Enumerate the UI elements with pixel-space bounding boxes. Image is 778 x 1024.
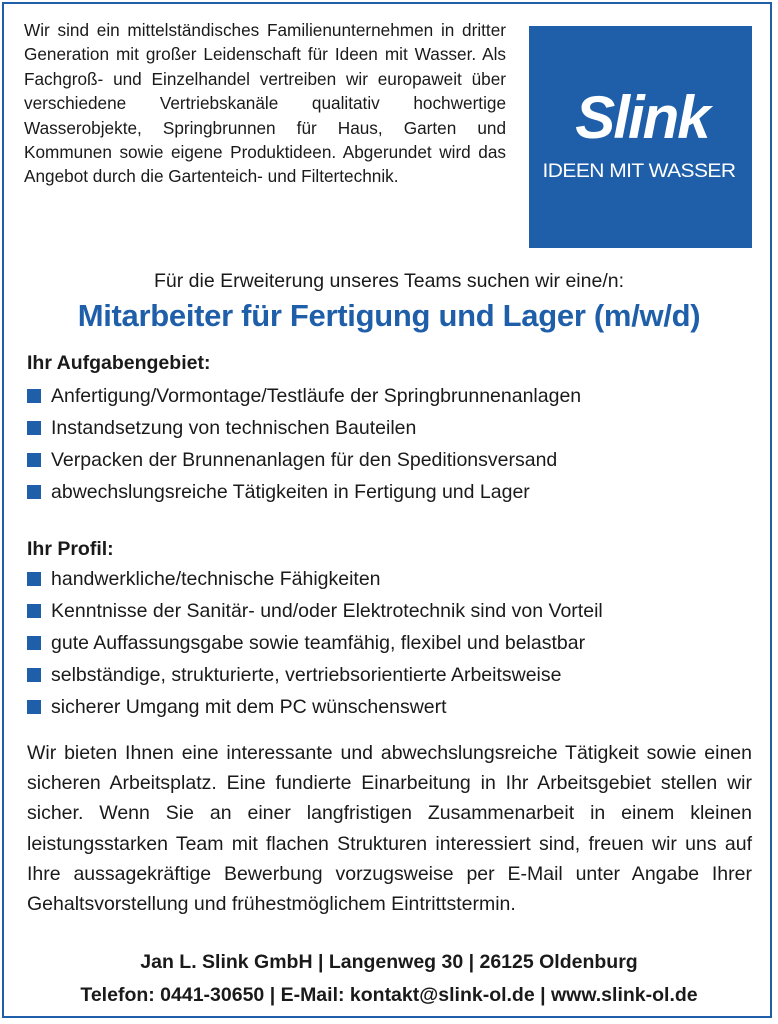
square-bullet-icon xyxy=(27,700,41,714)
square-bullet-icon xyxy=(27,572,41,586)
tasks-list xyxy=(27,380,581,508)
job-title: Mitarbeiter für Fertigung und Lager (m/w/d) xyxy=(77,298,701,333)
square-bullet-icon xyxy=(27,604,41,618)
logo-brand: Slink xyxy=(575,84,709,151)
list-item-text: Instandsetzung von technischen Bauteilen xyxy=(51,417,417,439)
square-bullet-icon xyxy=(27,485,41,499)
list-item xyxy=(27,659,603,691)
list-item xyxy=(27,412,581,444)
profile-list xyxy=(27,563,603,723)
company-intro: Wir sind ein mittelständisches Familienunternehmen in dritter Generation mit großer Leidenschaft für Ideen mit Wasser. Als Fachgroß- und Einzelhandel vertreiben wir europaweit über verschiedene Vertriebskanäle qualitativ hochwertige Wasserobjekte, Springbrunnen für Haus, Garten und Kommunen sowie eigene Produktideen. Abgerundet wird das Angebot durch die Gartenteich- und Filtertechnik. xyxy=(24,20,506,187)
footer-contact: Telefon: 0441-30650 | E-Mail: kontakt@slink-ol.de | www.slink-ol.de xyxy=(80,984,698,1006)
list-item-text: selbständige, strukturierte, vertriebsorientierte Arbeitsweise xyxy=(51,664,562,686)
list-item xyxy=(27,476,581,508)
list-item xyxy=(27,563,603,595)
slink-logo-graphic xyxy=(529,26,752,248)
list-item xyxy=(27,380,581,412)
offer-text: Wir bieten Ihnen eine interessante und abwechslungsreiche Tätigkeit sowie einen sicheren Arbeitsplatz. Eine fundierte Einarbeitung in Ihr Arbeitsgebiet stellen wir sicher. Wenn Sie an einer langfristigen Zusammenarbeit in einem kleinen leistungsstarken Team mit flachen Strukturen interessiert sind, freuen wir uns auf Ihre aussagekräftige Bewerbung vorzugsweise per E-Mail unter Angabe Ihrer Gehaltsvorstellung und frühestmöglichem Eintrittstermin. xyxy=(27,742,752,916)
slink-logo xyxy=(529,26,752,248)
square-bullet-icon xyxy=(27,389,41,403)
list-item-text: Kenntnisse der Sanitär- und/oder Elektrotechnik sind von Vorteil xyxy=(51,600,603,622)
square-bullet-icon xyxy=(27,668,41,682)
list-item-text: handwerkliche/technische Fähigkeiten xyxy=(51,568,381,590)
logo-tagline: IDEEN MIT WASSER xyxy=(542,161,736,182)
square-bullet-icon xyxy=(27,636,41,650)
list-item xyxy=(27,595,603,627)
list-item-text: abwechslungsreiche Tätigkeiten in Fertigung und Lager xyxy=(51,481,530,503)
list-item-text: gute Auffassungsgabe sowie teamfähig, flexibel und belastbar xyxy=(51,632,586,654)
list-item-text: sicherer Umgang mit dem PC wünschenswert xyxy=(51,696,447,718)
list-item xyxy=(27,691,603,723)
list-item-text: Verpacken der Brunnenanlagen für den Speditionsversand xyxy=(51,449,558,471)
list-item xyxy=(27,444,581,476)
square-bullet-icon xyxy=(27,453,41,467)
tasks-heading: Ihr Aufgabengebiet: xyxy=(27,352,211,374)
square-bullet-icon xyxy=(27,421,41,435)
list-item xyxy=(27,627,603,659)
footer-address: Jan L. Slink GmbH | Langenweg 30 | 26125 Oldenburg xyxy=(140,951,638,973)
lead-text: Für die Erweiterung unseres Teams suchen wir eine/n: xyxy=(153,270,625,292)
list-item-text: Anfertigung/Vormontage/Testläufe der Springbrunnenanlagen xyxy=(51,385,582,407)
profile-heading: Ihr Profil: xyxy=(27,538,114,560)
